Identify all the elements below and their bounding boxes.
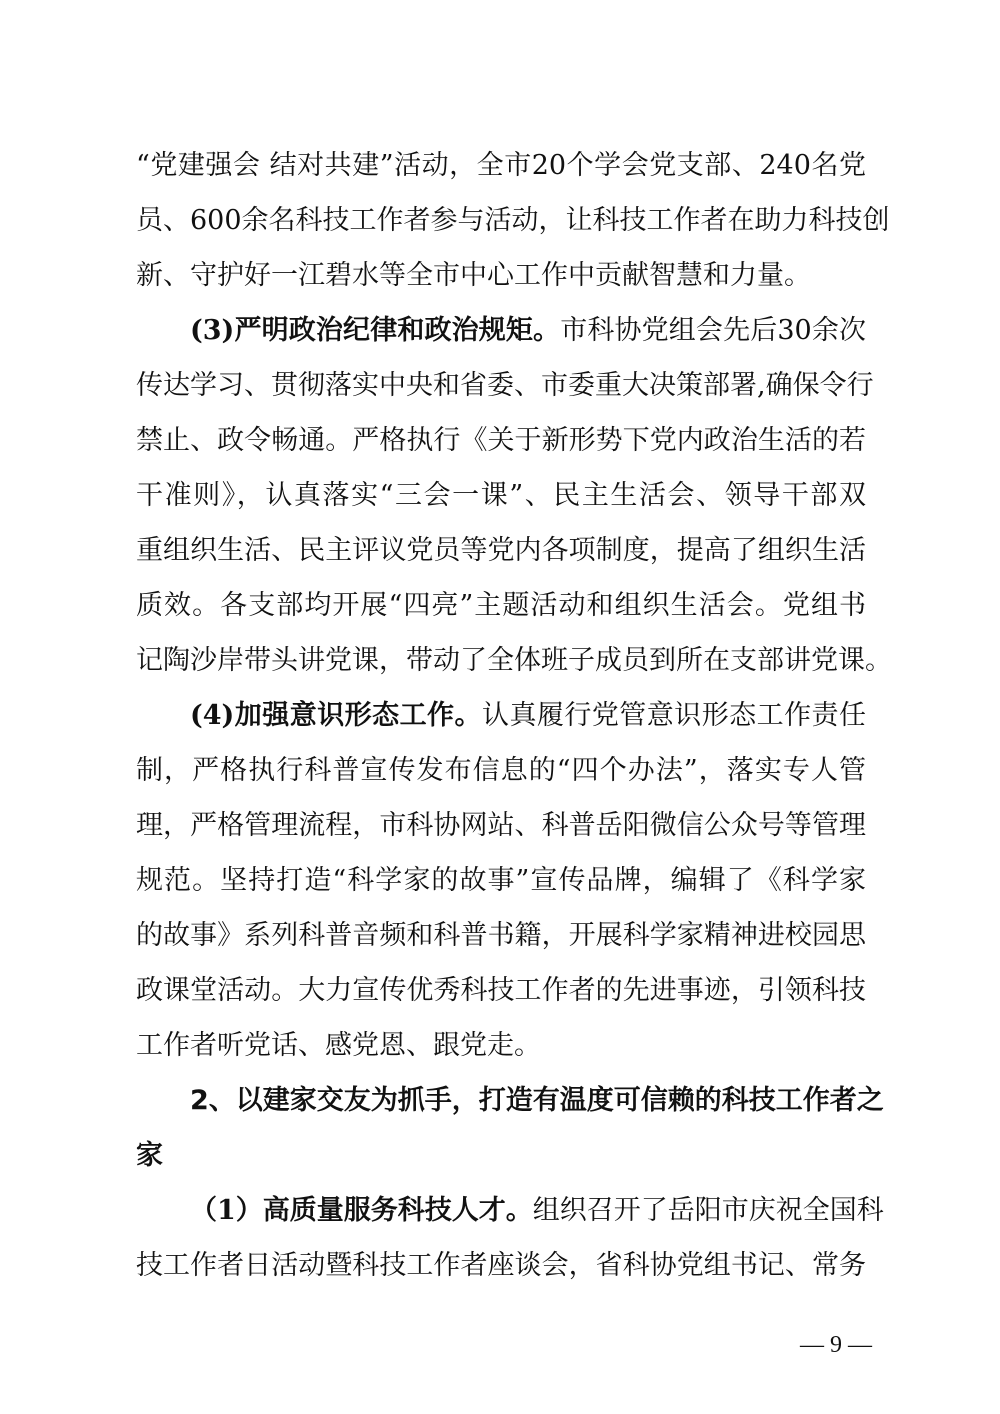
- paragraph-4-line-2: 技工作者日活动暨科技工作者座谈会，省科协党组书记、常务: [136, 1250, 866, 1281]
- paragraph-2-lead: (3)严明政治纪律和政治规矩。: [190, 315, 561, 346]
- paragraph-1-line-3: 新、守护好一江碧水等全市中心工作中贡献智慧和力量。: [136, 260, 811, 291]
- paragraph-3-line-2: 制，严格执行科普宣传发布信息的“四个办法”，落实专人管: [136, 755, 866, 786]
- paragraph-2-line-2: 传达学习、贯彻落实中央和省委、市委重大决策部署,确保令行: [136, 370, 874, 401]
- paragraph-2-line-6: 质效。各支部均开展“四亮”主题活动和组织生活会。党组书: [136, 590, 866, 621]
- paragraph-3-first-line-rest: 认真履行党管意识形态工作责任: [481, 700, 867, 731]
- paragraph-4-line-1: [136, 1191, 884, 1231]
- paragraph-2-line-1: [136, 311, 866, 351]
- section-heading-line-2: 家: [136, 1140, 163, 1171]
- paragraph-3-line-4: 规范。坚持打造“科学家的故事”宣传品牌，编辑了《科学家: [136, 865, 866, 896]
- paragraph-2-line-3: 禁止、政令畅通。严格执行《关于新形势下党内政治生活的若: [136, 425, 866, 456]
- paragraph-3-line-6: 政课堂活动。大力宣传优秀科技工作者的先进事迹，引领科技: [136, 975, 866, 1006]
- paragraph-1-line-2: 员、600余名科技工作者参与活动，让科技工作者在助力科技创: [136, 205, 890, 236]
- paragraph-3-lead: (4)加强意识形态工作。: [190, 700, 482, 731]
- paragraph-1-line-1: “党建强会 结对共建”活动，全市20个学会党支部、240名党: [136, 150, 866, 181]
- paragraph-2-first-line-rest: 市科协党组会先后30余次: [560, 315, 866, 346]
- page-number: — 9 —: [800, 1332, 872, 1358]
- paragraph-3-line-5: 的故事》系列科普音频和科普书籍，开展科学家精神进校园思: [136, 920, 866, 951]
- paragraph-3-line-1: [136, 696, 866, 736]
- paragraph-2-line-5: 重组织生活、民主评议党员等党内各项制度，提高了组织生活: [136, 535, 866, 566]
- paragraph-4-lead: （1）高质量服务科技人才。: [190, 1195, 533, 1226]
- paragraph-2-line-7: 记陶沙岸带头讲党课，带动了全体班子成员到所在支部讲党课。: [136, 645, 892, 676]
- paragraph-3-line-3: 理，严格管理流程，市科协网站、科普岳阳微信公众号等管理: [136, 810, 866, 841]
- section-heading-line-1: 2、以建家交友为抓手，打造有温度可信赖的科技工作者之: [190, 1085, 884, 1116]
- paragraph-2-line-4: 干准则》，认真落实“三会一课”、民主生活会、领导干部双: [136, 480, 866, 511]
- paragraph-4-first-line-rest: 组织召开了岳阳市庆祝全国科: [532, 1195, 884, 1226]
- paragraph-3-line-7: 工作者听党话、感党恩、跟党走。: [136, 1030, 541, 1061]
